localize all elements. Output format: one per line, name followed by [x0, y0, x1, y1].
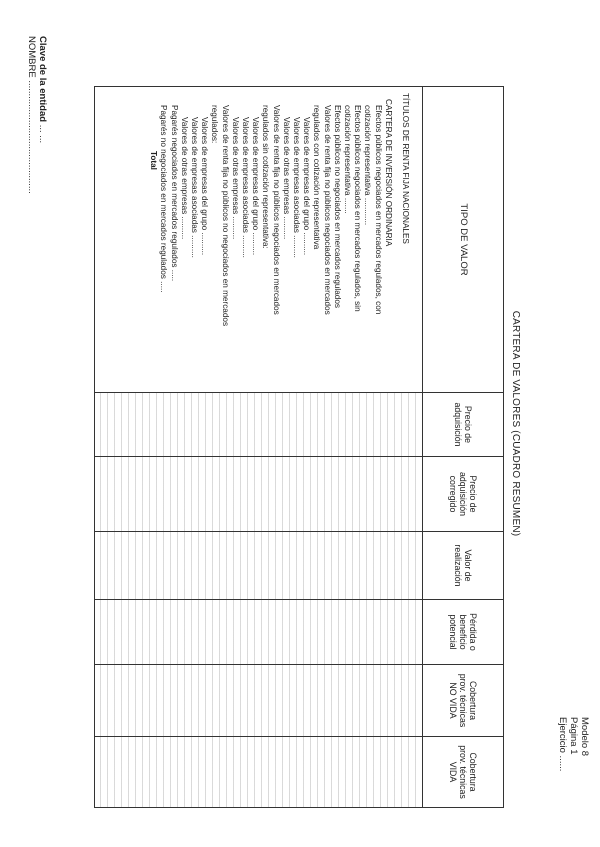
col-header-tipo: TIPO DE VALOR: [423, 87, 504, 393]
row-renta-fija-con-cotizacion-2: regulados con cotización representativa: [312, 105, 322, 250]
row-grupo-1: Valores de empresas del grupo ..........: [302, 117, 312, 256]
row-grupo-3: Valores de empresas del grupo ..........: [200, 117, 210, 256]
row-asociadas-3: Valores de empresas asociadas ..........: [189, 117, 199, 258]
col-header-cobertura-vida: Cobertura prov. técnicas VIDA: [423, 737, 504, 808]
cobertura-no-vida-cell[interactable]: [95, 665, 423, 737]
values-table: [94, 86, 504, 808]
modelo-label: Modelo 8: [579, 717, 590, 757]
col-header-valor-realizacion: Valor de realización: [423, 532, 504, 600]
col-header-precio-corregido: Precio de adquisición corregido: [423, 457, 504, 532]
precio-adquisicion-cell[interactable]: [95, 393, 423, 457]
ejercicio-label: Ejercicio ......: [557, 717, 568, 772]
row-otras-3: Valores de otras empresas ..........: [179, 117, 189, 240]
row-asociadas-1: Valores de empresas asociadas ..........: [291, 117, 301, 258]
row-efectos-sin-cotizacion-2: cotización representativa .......: [342, 105, 352, 214]
valor-realizacion-cell[interactable]: [95, 532, 423, 600]
row-titulos-renta-fija: TÍTULOS DE RENTA FIJA NACIONALES: [401, 93, 410, 244]
clave-field: ... ...: [37, 124, 48, 144]
nombre-line: [26, 36, 37, 194]
table-body-row: [95, 87, 423, 808]
clave-label: Clave de la entidad: [37, 36, 48, 123]
row-cartera-inversion: CARTERA DE INVERSIÓN ORDINARIA: [383, 99, 393, 247]
row-efectos-con-cotizacion-2: cotización representativa ............: [363, 105, 373, 226]
row-efectos-no-negociados: Efectos públicos no negociados en mercados regulados: [332, 105, 342, 308]
perdida-beneficio-cell[interactable]: [95, 600, 423, 665]
precio-corregido-cell[interactable]: [95, 457, 423, 532]
col-header-perdida-beneficio: Pérdida o beneficio potencial: [423, 600, 504, 665]
cobertura-vida-cell[interactable]: [95, 737, 423, 808]
model-header: [557, 717, 590, 771]
row-total: Total: [149, 151, 159, 170]
row-otras-1: Valores de otras empresas ..........: [281, 117, 291, 240]
row-pagares-negociados: Pagarés negociados en mercados regulados .....: [169, 105, 179, 282]
row-efectos-con-cotizacion: Efectos públicos negociados en mercados regulados, con: [373, 105, 383, 315]
page-title: CARTERA DE VALORES (CUADRO RESUMEN): [510, 310, 521, 537]
row-renta-fija-sin-cotizacion-2: regulados sin cotización representativa:: [261, 105, 271, 249]
nombre-label: NOMBRE: [26, 36, 37, 78]
row-pagares-no-negociados: Pagarés no negociados en mercados regulados .....: [159, 105, 169, 293]
row-renta-fija-con-cotizacion: Valores de renta fija no públicos negociados en mercados: [322, 105, 332, 315]
clave-line: [37, 36, 48, 194]
row-grupo-2: Valores de empresas del grupo ..........: [251, 117, 261, 256]
row-renta-fija-no-negociados: Valores de renta fija no públicos no negociados en mercados: [220, 105, 230, 327]
col-header-precio-adquisicion: Precio de adquisición: [423, 393, 504, 457]
table-header-row: [423, 87, 504, 808]
tipo-cell: [95, 87, 423, 393]
nombre-field: ...........................................: [26, 80, 37, 194]
pagina-label: Página 1: [568, 717, 579, 755]
col-header-cobertura-no-vida: Cobertura prov. técnicas NO VIDA: [423, 665, 504, 737]
row-efectos-sin-cotizacion: Efectos públicos negociados en mercados regulados, sin: [353, 105, 363, 312]
entity-header: [26, 36, 48, 194]
row-renta-fija-sin-cotizacion: Valores de renta fija no públicos negociados en mercados: [271, 105, 281, 315]
row-renta-fija-no-negociados-2: regulados:: [210, 105, 220, 144]
row-asociadas-2: Valores de empresas asociadas ..........: [240, 117, 250, 258]
row-otras-2: Valores de otras empresas ..........: [230, 117, 240, 240]
